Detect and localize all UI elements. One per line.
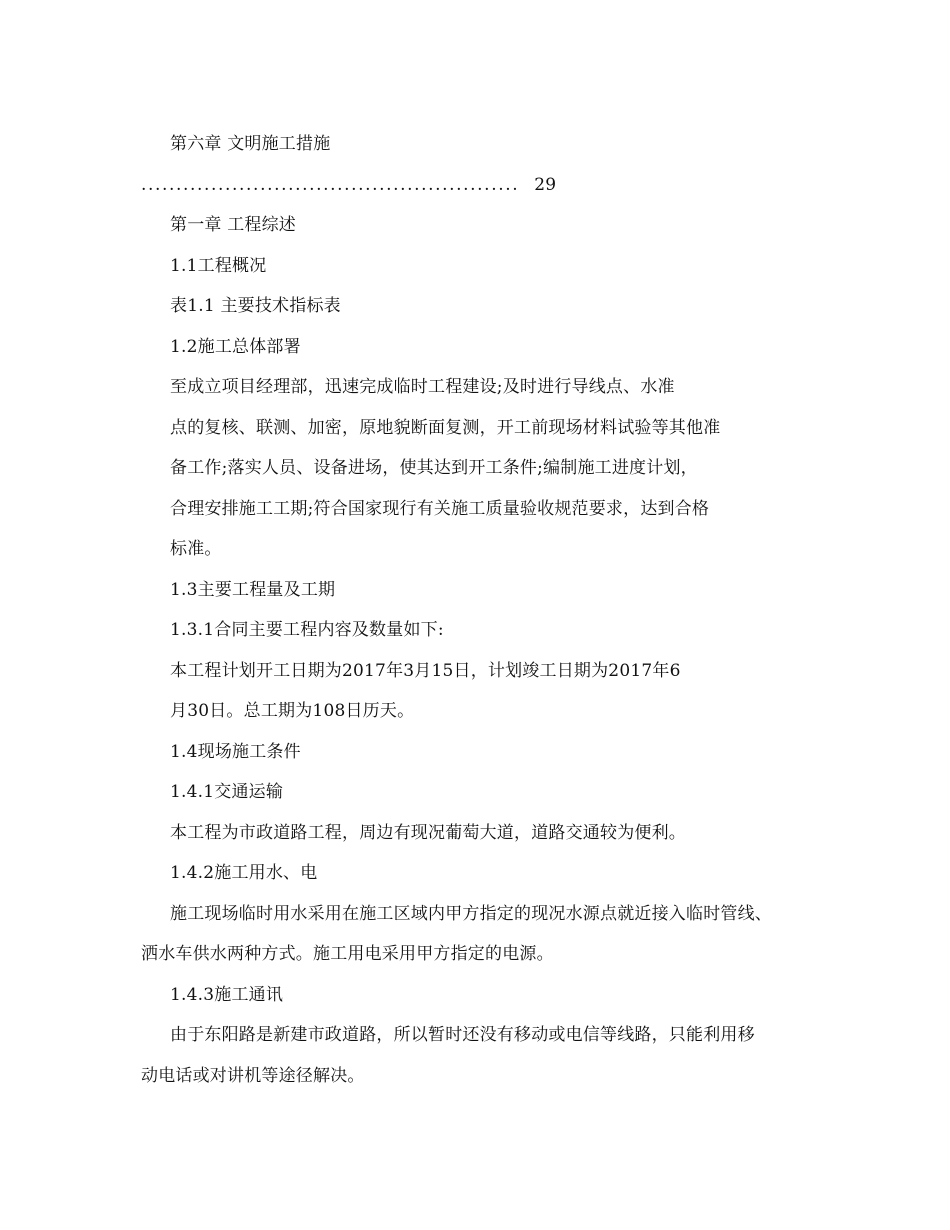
toc-page-number: 29 [534,175,557,195]
chapter1-heading: 第一章 工程综述 [170,215,297,235]
section-1-2-heading: 1.2施工总体部署 [170,337,301,357]
toc-chapter6-title: 第六章 文明施工措施 [170,134,331,154]
paragraph-communication-line-1: 由于东阳路是新建市政道路，所以暂时还没有移动或电信等线路，只能利用移 [170,1025,755,1045]
paragraph-traffic-line-1: 本工程为市政道路工程，周边有现况葡萄大道，道路交通较为便利。 [170,823,686,843]
section-1-4-3-heading: 1.4.3施工通讯 [170,985,284,1005]
section-1-1-heading: 1.1工程概况 [170,256,267,276]
paragraph-deployment-line-4: 合理安排施工工期;符合国家现行有关施工质量验收规范要求，达到合格 [170,499,710,519]
paragraph-deployment-line-3: 备工作;落实人员、设备进场，使其达到开工条件;编制施工进度计划， [170,458,698,478]
paragraph-deployment-line-2: 点的复核、联测、加密，原地貌断面复测，开工前现场材料试验等其他准 [170,418,721,438]
section-1-4-1-heading: 1.4.1交通运输 [170,782,284,802]
table-1-1-caption: 表1.1 主要技术指标表 [170,296,341,316]
section-1-4-2-heading: 1.4.2施工用水、电 [170,863,318,883]
paragraph-schedule-line-2: 月30日。总工期为108日历天。 [170,701,415,721]
paragraph-deployment-line-1: 至成立项目经理部，迅速完成临时工程建设;及时进行导线点、水准 [170,377,675,397]
section-1-3-heading: 1.3主要工程量及工期 [170,580,336,600]
toc-chapter6-leader [141,175,556,195]
toc-dot-leader: ...................................................... [141,175,520,195]
paragraph-communication-line-2: 动电话或对讲机等途径解决。 [141,1066,365,1086]
paragraph-deployment-line-5: 标准。 [170,539,222,559]
section-1-3-1-heading: 1.3.1合同主要工程内容及数量如下: [170,620,444,640]
paragraph-water-power-line-1: 施工现场临时用水采用在施工区域内甲方指定的现况水源点就近接入临时管线、 [170,904,772,924]
paragraph-water-power-line-2: 洒水车供水两种方式。施工用电采用甲方指定的电源。 [141,944,554,964]
paragraph-schedule-line-1: 本工程计划开工日期为2017年3月15日，计划竣工日期为2017年6 [170,661,681,681]
section-1-4-heading: 1.4现场施工条件 [170,742,301,762]
